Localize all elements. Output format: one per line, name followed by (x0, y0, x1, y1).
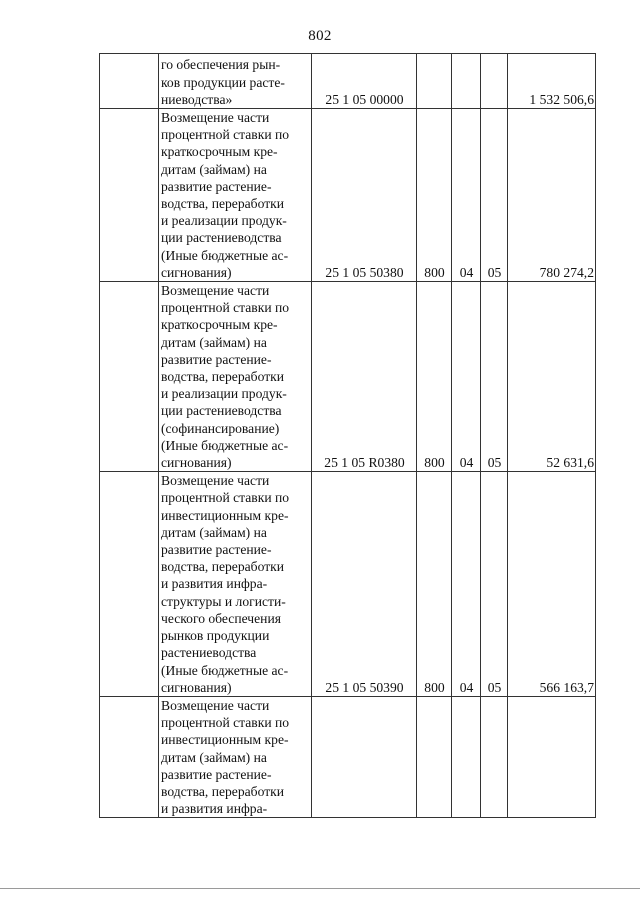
amount-cell (508, 696, 596, 817)
amount-cell: 566 163,7 (508, 472, 596, 697)
section-cell: 04 (452, 282, 481, 472)
amount-cell: 1 532 506,6 (508, 54, 596, 109)
table-row (100, 282, 596, 472)
table-row (100, 109, 596, 282)
row-number-cell (100, 54, 159, 109)
item-name-cell: Возмещение части процентной ставки по краткосрочным кре- дитам (займам) на развитие растение- водства, переработки и реализации продук- ции растениеводства (Иные бюджетные ас- сигнования) (159, 109, 312, 282)
subsection-cell: 05 (481, 472, 508, 697)
table-row (100, 54, 596, 109)
item-name-cell: Возмещение части процентной ставки по инвестиционным кре- дитам (займам) на развитие растение- водства, переработки и развития инфра- структуры и логисти- ческого обеспечения рынков продукции растениеводства (Иные бюджетные ас- сигнования) (159, 472, 312, 697)
row-number-cell (100, 696, 159, 817)
target-code-cell: 25 1 05 50380 (312, 109, 417, 282)
section-cell: 04 (452, 109, 481, 282)
section-cell (452, 54, 481, 109)
amount-cell: 52 631,6 (508, 282, 596, 472)
target-code-cell (312, 696, 417, 817)
amount-cell: 780 274,2 (508, 109, 596, 282)
item-name-cell: го обеспечения рын- ков продукции расте- ниеводства» (159, 54, 312, 109)
expense-type-cell (417, 696, 452, 817)
budget-table (99, 53, 596, 818)
row-number-cell (100, 282, 159, 472)
item-name-cell: Возмещение части процентной ставки по краткосрочным кре- дитам (займам) на развитие растение- водства, переработки и реализации продук- ции растениеводства (софинансирование) (Иные бюджетные ас- сигнования) (159, 282, 312, 472)
expense-type-cell (417, 54, 452, 109)
table-row (100, 696, 596, 817)
subsection-cell (481, 54, 508, 109)
subsection-cell: 05 (481, 282, 508, 472)
budget-table-body (100, 54, 596, 818)
section-cell: 04 (452, 472, 481, 697)
expense-type-cell: 800 (417, 282, 452, 472)
target-code-cell: 25 1 05 50390 (312, 472, 417, 697)
page-number: 802 (308, 28, 332, 44)
subsection-cell (481, 696, 508, 817)
row-number-cell (100, 109, 159, 282)
target-code-cell: 25 1 05 00000 (312, 54, 417, 109)
section-cell (452, 696, 481, 817)
expense-type-cell: 800 (417, 472, 452, 697)
table-row (100, 472, 596, 697)
target-code-cell: 25 1 05 R0380 (312, 282, 417, 472)
item-name-cell: Возмещение части процентной ставки по инвестиционным кре- дитам (займам) на развитие растение- водства, переработки и развития инфра- (159, 696, 312, 817)
scan-edge-line (0, 888, 640, 889)
subsection-cell: 05 (481, 109, 508, 282)
row-number-cell (100, 472, 159, 697)
expense-type-cell: 800 (417, 109, 452, 282)
